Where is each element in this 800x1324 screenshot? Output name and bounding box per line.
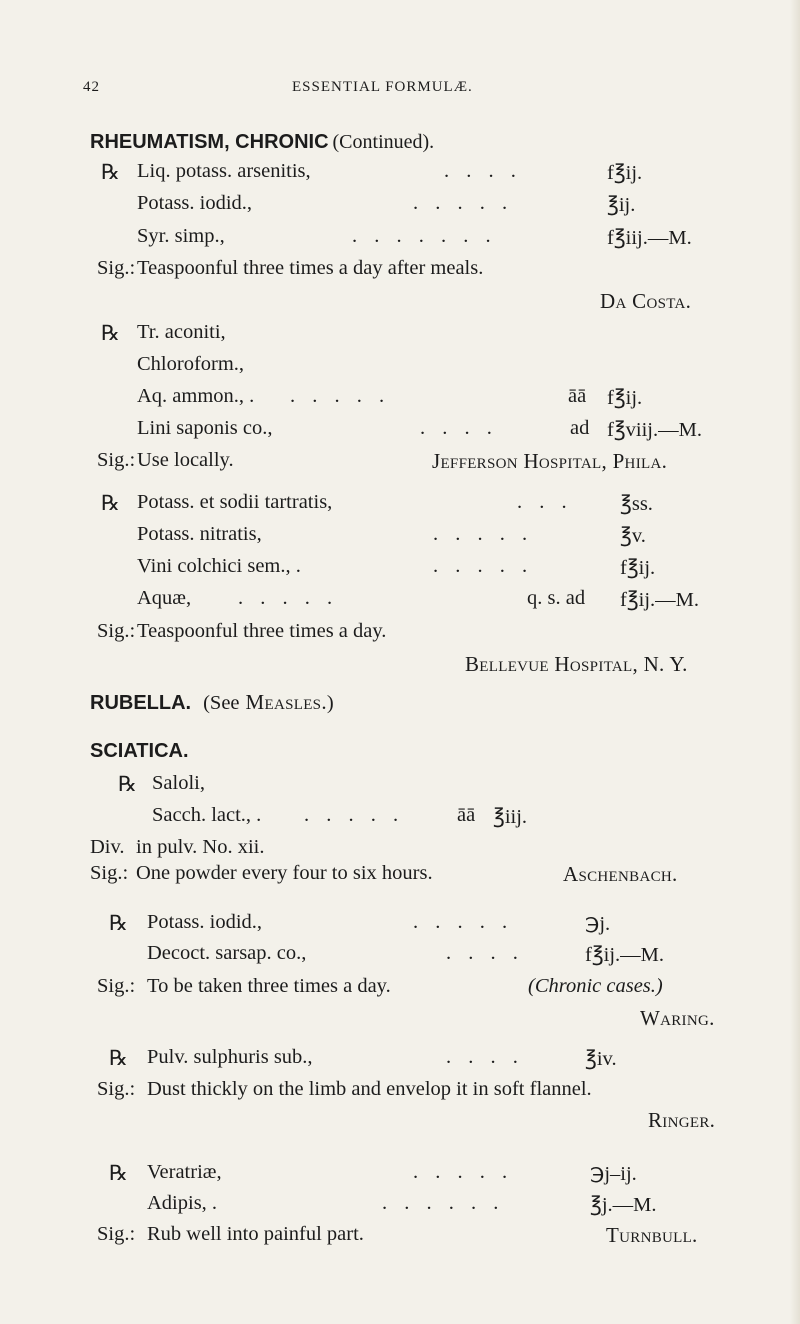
ingredient-qty: ℥v. (620, 525, 646, 547)
sig-label: Sig.: (97, 449, 136, 471)
ingredient-name: Potass. iodid., (137, 192, 253, 214)
section-heading-sciatica: SCIATICA. (90, 740, 189, 762)
page-edge-shadow (790, 0, 800, 1324)
sig-text: Use locally. (137, 449, 234, 471)
ingredient-name: Tr. aconiti, (137, 321, 226, 343)
ingredient-name: Saloli, (152, 772, 205, 794)
leader-dots: . . . . (446, 1046, 524, 1068)
ingredient-name: Chloroform., (137, 353, 245, 375)
heading-text: RHEUMATISM, CHRONIC (90, 131, 329, 153)
ingredient-qty: ℈j–ij. (590, 1163, 637, 1185)
ingredient-name: Aquæ, (137, 587, 192, 609)
ingredient-qty: f℥iij.—M. (607, 227, 692, 249)
leader-dots: . . . . . (413, 1161, 514, 1183)
sig-label: Sig.: (97, 975, 136, 997)
ingredient-name: Liq. potass. arsenitis, (137, 160, 311, 182)
ingredient-qualifier: āā (457, 804, 476, 826)
sig-label: Sig.: (97, 1078, 136, 1100)
leader-dots: . . . . . (304, 804, 405, 826)
source-attribution: Da Costa. (600, 289, 692, 313)
heading-note: (Continued). (332, 131, 435, 153)
ingredient-name: Vini colchici sem., . (137, 555, 301, 577)
ingredient-qty: f℥ij. (607, 162, 643, 184)
leader-dots: . . . . (444, 160, 522, 182)
section-heading-rheumatism (90, 131, 434, 154)
leader-dots: . . . . . (238, 587, 339, 609)
source-attribution: Waring. (640, 1006, 715, 1030)
cross-ref-link[interactable]: Measles. (245, 690, 327, 714)
ingredient-qty: f℥ij. (620, 557, 656, 579)
rx-symbol: ℞ (101, 491, 120, 515)
ingredient-qty: ℥ss. (620, 493, 653, 515)
section-heading-rubella (90, 690, 334, 715)
cross-ref-close: ) (326, 692, 334, 714)
ingredient-name: Decoct. sarsap. co., (147, 942, 307, 964)
leader-dots: . . . . . (433, 555, 534, 577)
ingredient-name: Pulv. sulphuris sub., (147, 1046, 313, 1068)
cross-ref-open: (See (203, 692, 240, 714)
ingredient-qualifier: q. s. ad (527, 587, 586, 609)
page-number: 42 (83, 79, 100, 95)
running-title: ESSENTIAL FORMULÆ. (292, 79, 473, 95)
sig-label: Sig.: (97, 620, 136, 642)
heading-text: RUBELLA. (90, 692, 192, 714)
sig-text: One powder every four to six hours. (136, 862, 433, 884)
rx-symbol: ℞ (109, 911, 128, 935)
ingredient-name: Adipis, . (147, 1192, 218, 1214)
div-text: in pulv. No. xii. (136, 836, 265, 858)
leader-dots: . . . (517, 491, 573, 513)
leader-dots: . . . . . . (382, 1192, 505, 1214)
rx-symbol: ℞ (109, 1161, 128, 1185)
div-label: Div. (90, 836, 125, 858)
source-attribution: Turnbull. (606, 1223, 698, 1247)
ingredient-qty: ℥j.—M. (590, 1194, 657, 1216)
sig-text: To be taken three times a day. (147, 975, 391, 997)
rx-symbol: ℞ (109, 1046, 128, 1070)
leader-dots: . . . . (420, 417, 498, 439)
ingredient-name: Sacch. lact., . (152, 804, 262, 826)
ingredient-qty: ℈j. (585, 913, 611, 935)
sig-text: Teaspoonful three times a day after meals. (137, 257, 484, 279)
ingredient-name: Potass. iodid., (147, 911, 263, 933)
ingredient-qty: f℥viij.—M. (607, 419, 702, 441)
ingredient-qty: ℥iv. (585, 1048, 617, 1070)
sig-label: Sig.: (97, 1223, 136, 1245)
source-attribution: Aschenbach. (563, 862, 678, 886)
ingredient-qty: ℥ij. (607, 194, 636, 216)
ingredient-qty: f℥ij.—M. (585, 944, 665, 966)
leader-dots: . . . . . (290, 385, 391, 407)
ingredient-qualifier: ad (570, 417, 590, 439)
rx-symbol: ℞ (101, 321, 120, 345)
sig-text: Rub well into painful part. (147, 1223, 364, 1245)
leader-dots: . . . . . (413, 911, 514, 933)
source-attribution: Ringer. (648, 1108, 716, 1132)
sig-note: (Chronic cases.) (528, 975, 663, 997)
ingredient-name: Potass. nitratis, (137, 523, 262, 545)
ingredient-name: Syr. simp., (137, 225, 225, 247)
sig-label: Sig.: (97, 257, 136, 279)
ingredient-name: Veratriæ, (147, 1161, 222, 1183)
leader-dots: . . . . (446, 942, 524, 964)
sig-text: Teaspoonful three times a day. (137, 620, 387, 642)
ingredient-name: Aq. ammon., . (137, 385, 255, 407)
leader-dots: . . . . . (413, 192, 514, 214)
source-attribution: Bellevue Hospital, N. Y. (465, 652, 688, 676)
source-attribution: Jefferson Hospital, Phila. (432, 449, 668, 473)
sig-text: Dust thickly on the limb and envelop it in soft flannel. (147, 1078, 592, 1100)
rx-symbol: ℞ (101, 160, 120, 184)
ingredient-name: Lini saponis co., (137, 417, 273, 439)
leader-dots: . . . . . (433, 523, 534, 545)
rx-symbol: ℞ (118, 772, 137, 796)
ingredient-qty: ℥iij. (493, 806, 528, 828)
sig-label: Sig.: (90, 862, 129, 884)
ingredient-qty: f℥ij. (607, 387, 643, 409)
ingredient-qty: f℥ij.—M. (620, 589, 700, 611)
leader-dots: . . . . . . . (352, 225, 497, 247)
ingredient-name: Potass. et sodii tartratis, (137, 491, 333, 513)
ingredient-qualifier: āā (568, 385, 587, 407)
